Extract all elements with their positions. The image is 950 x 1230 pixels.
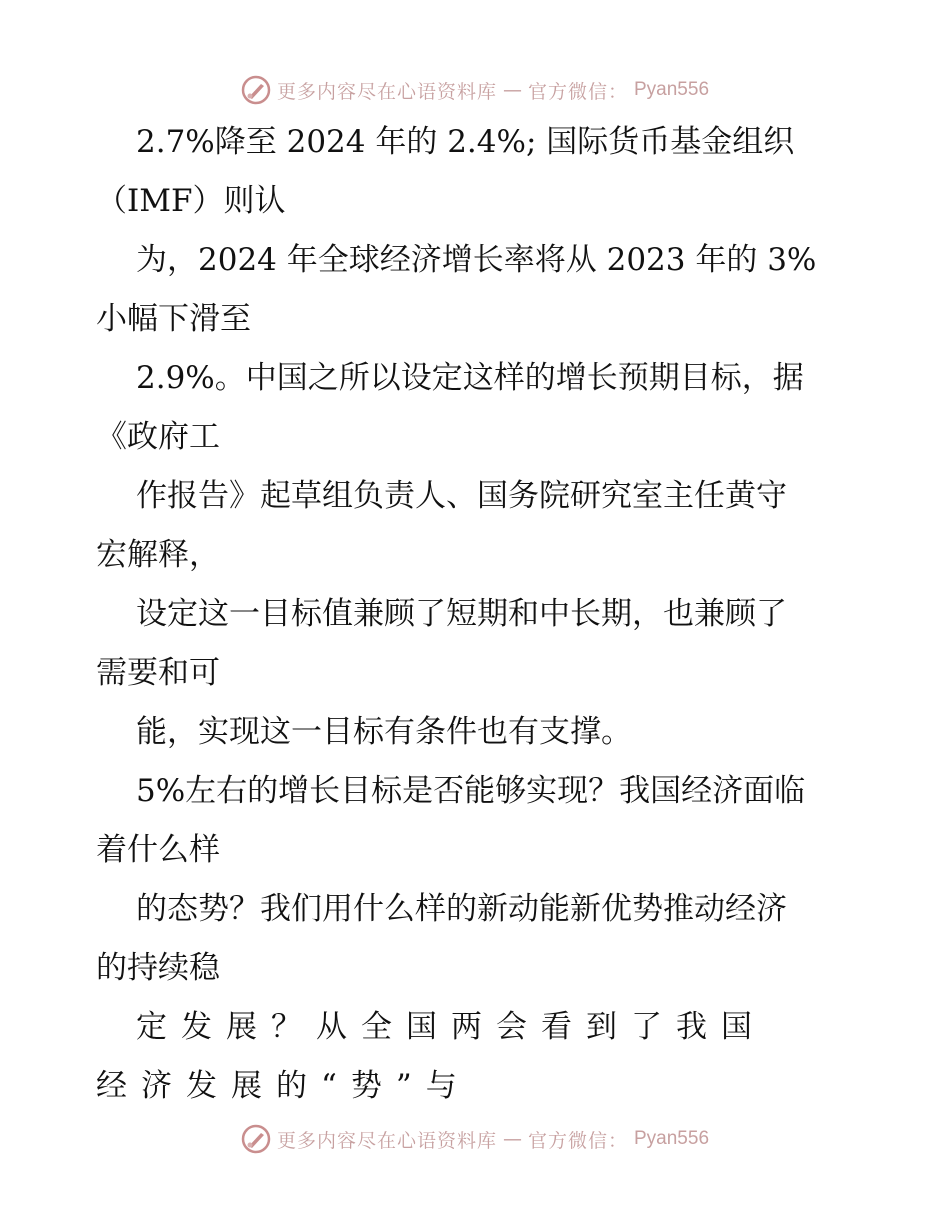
- watermark-side-text: 官方微信：: [527, 80, 628, 103]
- text-line-1: 2.7%降至 2024 年的 2.4%; 国际货币基金组织: [136, 124, 795, 160]
- text-line-5: 2.9%。中国之所以设定这样的增长预期目标，据: [136, 360, 804, 396]
- text-line-14: 的态势？我们用什么样的新动能新优势推动经济: [136, 891, 787, 927]
- text-line-16: 定发展？从全国两会看到了我国: [136, 1009, 766, 1045]
- text-line-7: 作报告》起草组负责人、国务院研究室主任黄守: [136, 478, 787, 514]
- text-line-2: （IMF）则认: [96, 183, 286, 219]
- text-line-17: 经济发展的“势”与: [96, 1068, 471, 1104]
- quill-logo-icon: [241, 1124, 271, 1154]
- watermark-main-text: 更多内容尽在心语资料库: [276, 80, 497, 103]
- text-line-15: 的持续稳: [96, 950, 220, 986]
- watermark-dash: —: [502, 1128, 522, 1150]
- quill-logo-icon: [241, 75, 271, 105]
- text-line-11: 能，实现这一目标有条件也有支撑。: [136, 714, 632, 750]
- footer-watermark: [0, 1119, 950, 1159]
- header-watermark: [0, 70, 950, 110]
- watermark-id: Pyan556: [634, 79, 710, 100]
- watermark-side-text: 官方微信：: [527, 1129, 628, 1152]
- text-line-3: 为，2024 年全球经济增长率将从 2023 年的 3%: [136, 242, 817, 278]
- text-line-12: 5%左右的增长目标是否能够实现？我国经济面临: [136, 773, 806, 809]
- watermark-main-text: 更多内容尽在心语资料库: [276, 1129, 497, 1152]
- watermark-id: Pyan556: [634, 1128, 710, 1149]
- text-line-10: 需要和可: [96, 655, 220, 691]
- text-line-9: 设定这一目标值兼顾了短期和中长期，也兼顾了: [136, 596, 787, 632]
- watermark-dash: —: [502, 79, 522, 101]
- text-line-13: 着什么样: [96, 832, 220, 868]
- text-line-8: 宏解释，: [96, 537, 220, 573]
- text-line-6: 《政府工: [96, 419, 220, 455]
- text-line-4: 小幅下滑至: [96, 301, 251, 337]
